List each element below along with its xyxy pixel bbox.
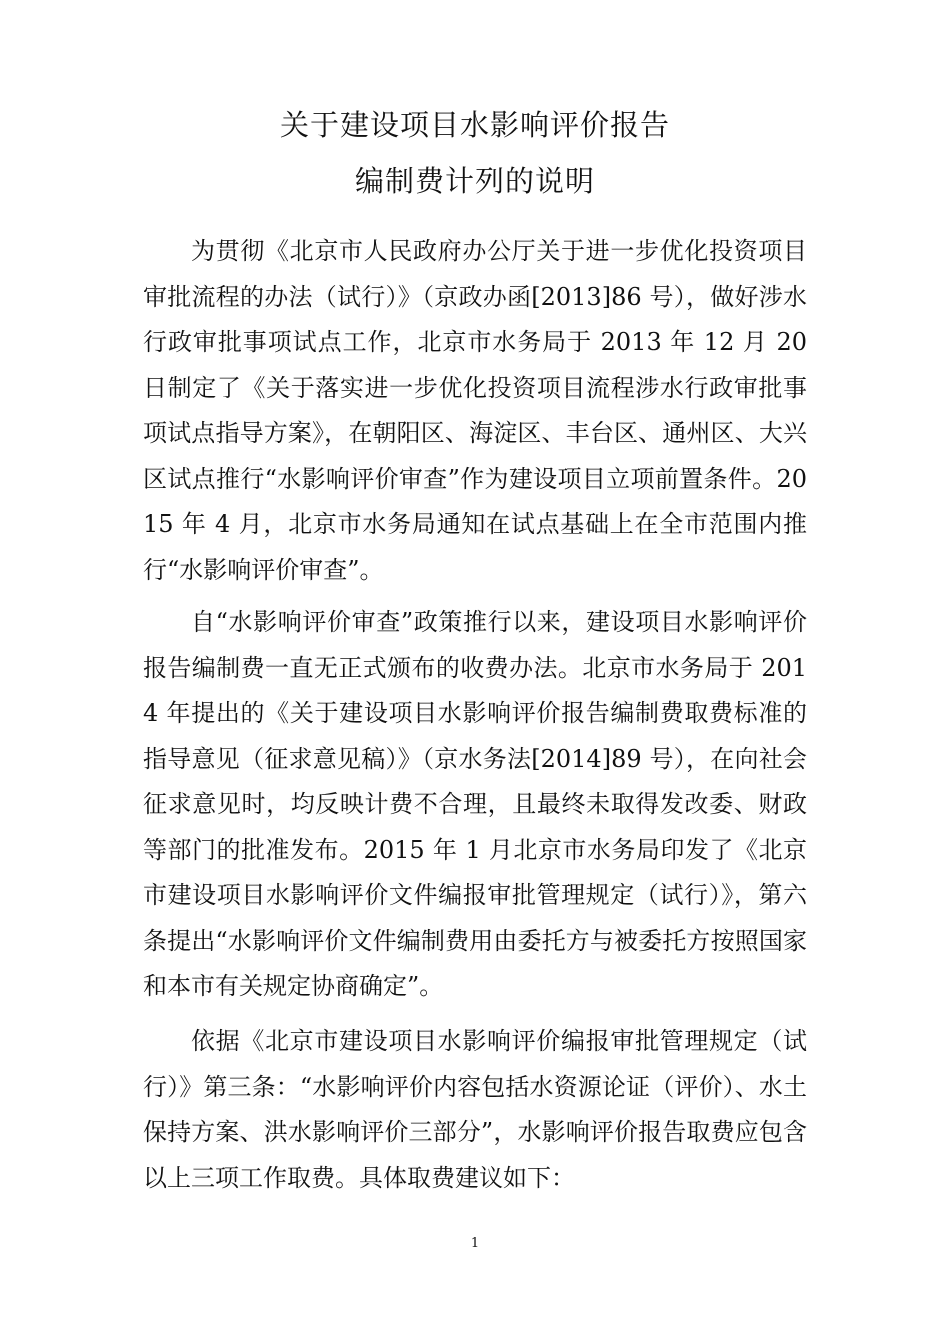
document-title-line-2: 编制费计列的说明 [354, 164, 595, 198]
body-paragraph-3: 依据《北京市建设项目水影响评价编报审批管理规定（试行）》第三条：“水影响评价内容包括水资源论证（评价）、水土保持方案、洪水影响评价三部分”，水影响评价报告取费应包含以上三项工作取费。具体取费建议如下： [143, 1027, 807, 1192]
body-paragraph-1: 为贯彻《北京市人民政府办公厅关于进一步优化投资项目审批流程的办法（试行）》（京政办函[2013]86 号），做好涉水行政审批事项试点工作，北京市水务局于 2013 年 12 月 20 日制定了《关于落实进一步优化投资项目流程涉水行政审批事项试点指导方案》，在朝阳区、海淀区、丰台区、通州区、大兴区试点推行“水影响评价审查”作为建设项目立项前置条件。2015 年 4 月，北京市水务局通知在试点基础上在全市范围内推行“水影响评价审查”。 [143, 237, 807, 584]
document-title-line-1: 关于建设项目水影响评价报告 [279, 108, 670, 142]
body-paragraph-2: 自“水影响评价审查”政策推行以来，建设项目水影响评价报告编制费一直无正式颁布的收费办法。北京市水务局于 2014 年提出的《关于建设项目水影响评价报告编制费取费标准的指导意见（征求意见稿）》（京水务法[2014]89 号），在向社会征求意见时，均反映计费不合理，且最终未取得发改委、财政等部门的批准发布。2015 年 1 月北京市水务局印发了《北京市建设项目水影响评价文件编报审批管理规定（试行）》，第六条提出“水影响评价文件编制费用由委托方与被委托方按照国家和本市有关规定协商确定”。 [143, 608, 807, 1000]
page-number: 1 [470, 1236, 480, 1251]
